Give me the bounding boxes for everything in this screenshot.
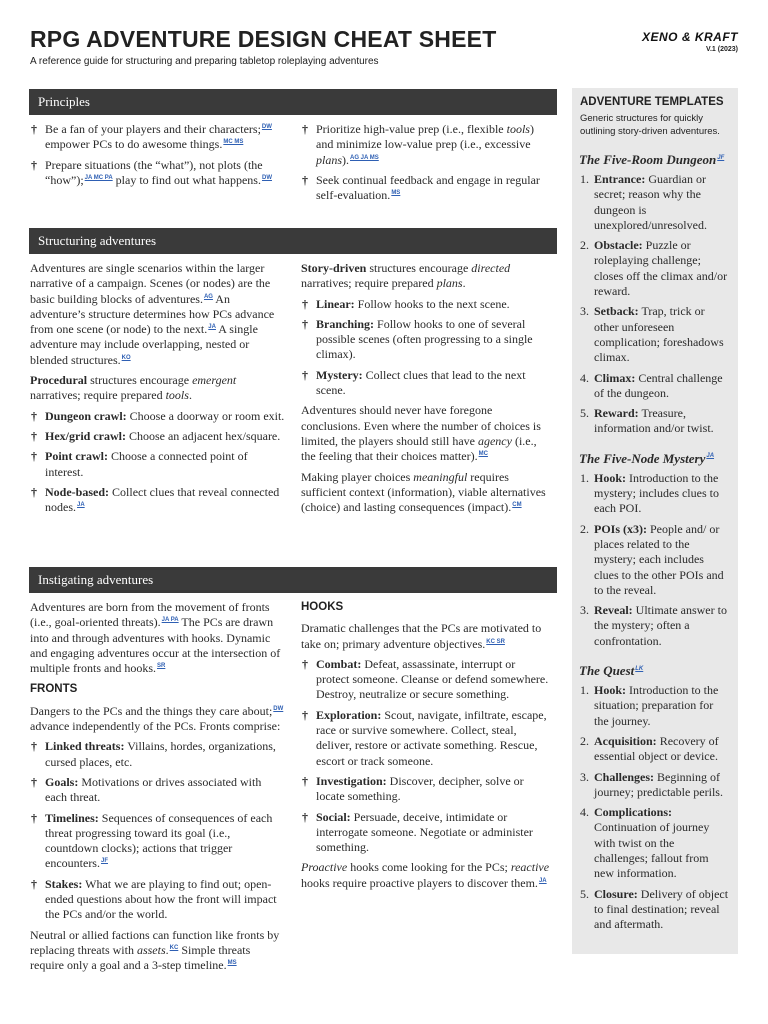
section-heading-structuring: Structuring adventures	[29, 228, 557, 254]
story-driven-list	[301, 297, 551, 399]
instigating-right-column	[301, 600, 551, 896]
citation-link[interactable]: JF	[717, 154, 725, 161]
procedural-list	[30, 409, 286, 516]
list-item: † Stakes: What we are playing to find out; open-ended questions about how the front will impact the PCs and/or the world.	[30, 877, 286, 923]
procedural-paragraph: Procedural structures encourage emergent narratives; require prepared tools.	[30, 373, 237, 403]
principle-item: † Seek continual feedback and engage in regular self-evaluation.$^{MS}$	[301, 173, 551, 204]
template-list	[580, 471, 730, 649]
list-item: 3. Reveal: Ultimate answer to the mystery; often a confrontation.	[580, 603, 727, 648]
fronts-heading: FRONTS	[30, 683, 78, 696]
principle-item: † Be a fan of your players and their characters;$^{DW}$ empower PCs to do awesome things.$^{MC MS}$	[30, 122, 288, 153]
citation-link[interactable]: JF	[100, 858, 108, 865]
citation-link[interactable]: JA	[706, 453, 715, 460]
instigating-intro: Adventures are born from the movement of fronts (i.e., goal-oriented threats).$^{JA PA}$ The PCs are drawn into and through adventures with hooks. Dynamic and engaging adventures occur at the intersection of multiple fronts and hooks.$^{SR}$	[30, 600, 281, 676]
citation-link[interactable]: JA	[77, 502, 85, 509]
list-item: † Branching: Follow hooks to one of several possible scenes (often progressing to a single climax).	[301, 317, 551, 363]
list-item: † Mystery: Collect clues that lead to the next scene.	[301, 368, 551, 399]
list-item: † Point crawl: Choose a connected point of interest.	[30, 449, 286, 480]
template-list	[580, 683, 730, 932]
citation-link[interactable]: MS	[227, 960, 237, 967]
list-item: 2. Obstacle: Puzzle or roleplaying challenge; closes off the climax and/or reward.	[580, 238, 728, 299]
list-item: † Goals: Motivations or drives associated with each threat.	[30, 775, 286, 806]
citation-link[interactable]: MS	[391, 190, 401, 197]
story-driven-paragraph: Story-driven structures encourage directed narratives; require prepared plans.	[301, 261, 511, 291]
list-item: 2. POIs (x3): People and/ or places related to the mystery; each includes clues to the other POIs and to the reveal.	[580, 521, 724, 597]
citation-link[interactable]: JA PA	[161, 617, 179, 624]
page-subtitle: A reference guide for structuring and preparing tabletop roleplaying adventures	[30, 56, 379, 67]
citation-link[interactable]: DW	[261, 174, 272, 181]
list-item: † Investigation: Discover, decipher, solve or locate something.	[301, 774, 551, 805]
hooks-list	[301, 657, 551, 856]
template-title: The Five-Node Mystery$^{JA}$	[579, 450, 715, 466]
neutral-factions-paragraph: Neutral or allied factions can function like fronts by replacing threats with assets.$^{KC}$ Simple threats require only a goal and a 3-step timeline.$^{MS}$	[30, 927, 280, 973]
list-item: † Exploration: Scout, navigate, infiltrate, escape, race or survive somewhere. Collect, steal, deliver, restore or activate something. Rescue, escort or track someone.	[301, 708, 551, 769]
sidebar-heading: ADVENTURE TEMPLATES	[580, 96, 724, 108]
instigating-left-column	[30, 600, 286, 979]
list-item: 5. Closure: Delivery of object to final destination; reveal and aftermath.	[580, 886, 729, 932]
template-list	[580, 172, 730, 437]
list-item: 1. Hook: Introduction to the situation; preparation for the journey.	[580, 683, 719, 728]
principles-right-column	[301, 122, 551, 208]
structuring-intro: Adventures are single scenarios within the larger narrative of a campaign. Scenes (or nodes) are the basic building blocks of adventures.$^{AG}$ An adventure’s structure determines how PCs advance from one scene (or node) to the next.$^{JA}$ A single adventure may include overlapping, nested or blended structures.$^{KO}$	[30, 261, 275, 367]
hooks-heading: HOOKS	[301, 601, 344, 613]
citation-link[interactable]: AG	[203, 293, 213, 300]
list-item: 4. Climax: Central challenge of the dungeon.	[580, 370, 723, 400]
page-title: RPG ADVENTURE DESIGN CHEAT SHEET	[30, 26, 497, 52]
proactive-paragraph: Proactive hooks come looking for the PCs; reactive hooks require proactive players to discover them.$^{JA}$	[301, 860, 550, 890]
citation-link[interactable]: LK	[635, 665, 644, 672]
meaningful-paragraph: Making player choices meaningful requires sufficient context (information), viable alternatives (choice) and lasting consequences (impact).$^{CM}$	[301, 469, 546, 515]
template-title: The Quest$^{LK}$	[579, 663, 644, 679]
list-item: 2. Acquisition: Recovery of essential object or device.	[580, 733, 719, 764]
version-label: V.1 (2023)	[705, 46, 738, 53]
citation-link[interactable]: MC MS	[223, 139, 244, 146]
citation-link[interactable]: CM	[512, 502, 522, 509]
list-item: † Dungeon crawl: Choose a doorway or room exit.	[30, 409, 286, 424]
citation-link[interactable]: KO	[121, 354, 131, 361]
hooks-paragraph: Dramatic challenges that the PCs are motivated to take on; primary adventure objectives.$^{KC SR}$	[301, 621, 542, 651]
principle-item: † Prioritize high-value prep (i.e., flexible tools) and minimize low-value prep (i.e., excessive plans).$^{AG JA MS}$	[301, 122, 551, 168]
list-item: † Node-based: Collect clues that reveal connected nodes.$^{JA}$	[30, 485, 286, 516]
principle-item: † Prepare situations (the “what”), not plots (the “how”);$^{JA MC PA}$ play to find out what happens.$^{DW}$	[30, 158, 288, 189]
principles-left-column	[30, 122, 288, 193]
citation-link[interactable]: SR	[157, 663, 166, 670]
foregone-paragraph: Adventures should never have foregone conclusions. Even where the number of choices is limited, the players should still have agency (i.e., the feeling that their choices matter).$^{MC}$	[301, 403, 541, 464]
template-title: The Five-Room Dungeon$^{JF}$	[579, 152, 725, 167]
adventure-templates-sidebar	[572, 88, 738, 954]
list-item: 1. Entrance: Guardian or secret; reason why the dungeon is unexplored/unresolved.	[580, 172, 707, 232]
list-item: 1. Hook: Introduction to the mystery; includes clues to each POI.	[580, 470, 719, 516]
fronts-paragraph: Dangers to the PCs and the things they care about;$^{DW}$ advance independently of the PCs. Fronts comprise:	[30, 703, 284, 734]
citation-link[interactable]: KC SR	[486, 638, 505, 645]
section-heading-principles: Principles	[29, 89, 557, 115]
list-item: † Timelines: Sequences of consequences of each threat progressing toward its goal (i.e., countdown clocks); actions that trigger encounters.$^{JF}$	[30, 811, 286, 872]
citation-link[interactable]: AG JA MS	[350, 154, 379, 161]
list-item: † Linked threats: Villains, hordes, organizations, cursed places, etc.	[30, 739, 286, 770]
list-item: † Hex/grid crawl: Choose an adjacent hex/square.	[30, 429, 286, 444]
fronts-list	[30, 739, 286, 922]
structuring-right-column	[301, 261, 551, 520]
citation-link[interactable]: DW	[273, 705, 284, 712]
citation-link[interactable]: MC	[478, 451, 488, 458]
section-heading-instigating: Instigating adventures	[29, 567, 557, 593]
list-item: 5. Reward: Treasure, information and/or twist.	[580, 406, 714, 436]
citation-link[interactable]: KC	[169, 944, 179, 951]
list-item: † Linear: Follow hooks to the next scene.	[301, 297, 551, 312]
list-item: 4. Complications: Continuation of journey with twist on the challenges; fallout from new information.	[580, 805, 710, 881]
citation-link[interactable]: JA	[538, 877, 547, 884]
list-item: † Social: Persuade, deceive, intimidate or interrogate someone. Negotiate or administer something.	[301, 810, 551, 856]
sidebar-description: Generic structures for quickly outlining story-driven adventures.	[580, 113, 720, 137]
list-item: 3. Challenges: Beginning of journey; predictable perils.	[580, 769, 723, 799]
list-item: † Combat: Defeat, assassinate, interrupt or protect someone. Cleanse or defend somewhere. Destroy, neutralize or secure something.	[301, 657, 551, 703]
brand-logo: XENO & KRAFT	[642, 30, 738, 44]
citation-link[interactable]: JA	[208, 324, 216, 331]
brand-block	[642, 30, 738, 53]
citation-link[interactable]: DW	[261, 124, 272, 130]
list-item: 3. Setback: Trap, trick or other unforeseen complication; foreshadows climax.	[580, 304, 724, 365]
citation-link[interactable]: JA MC PA	[84, 174, 113, 181]
structuring-left-column	[30, 261, 286, 520]
